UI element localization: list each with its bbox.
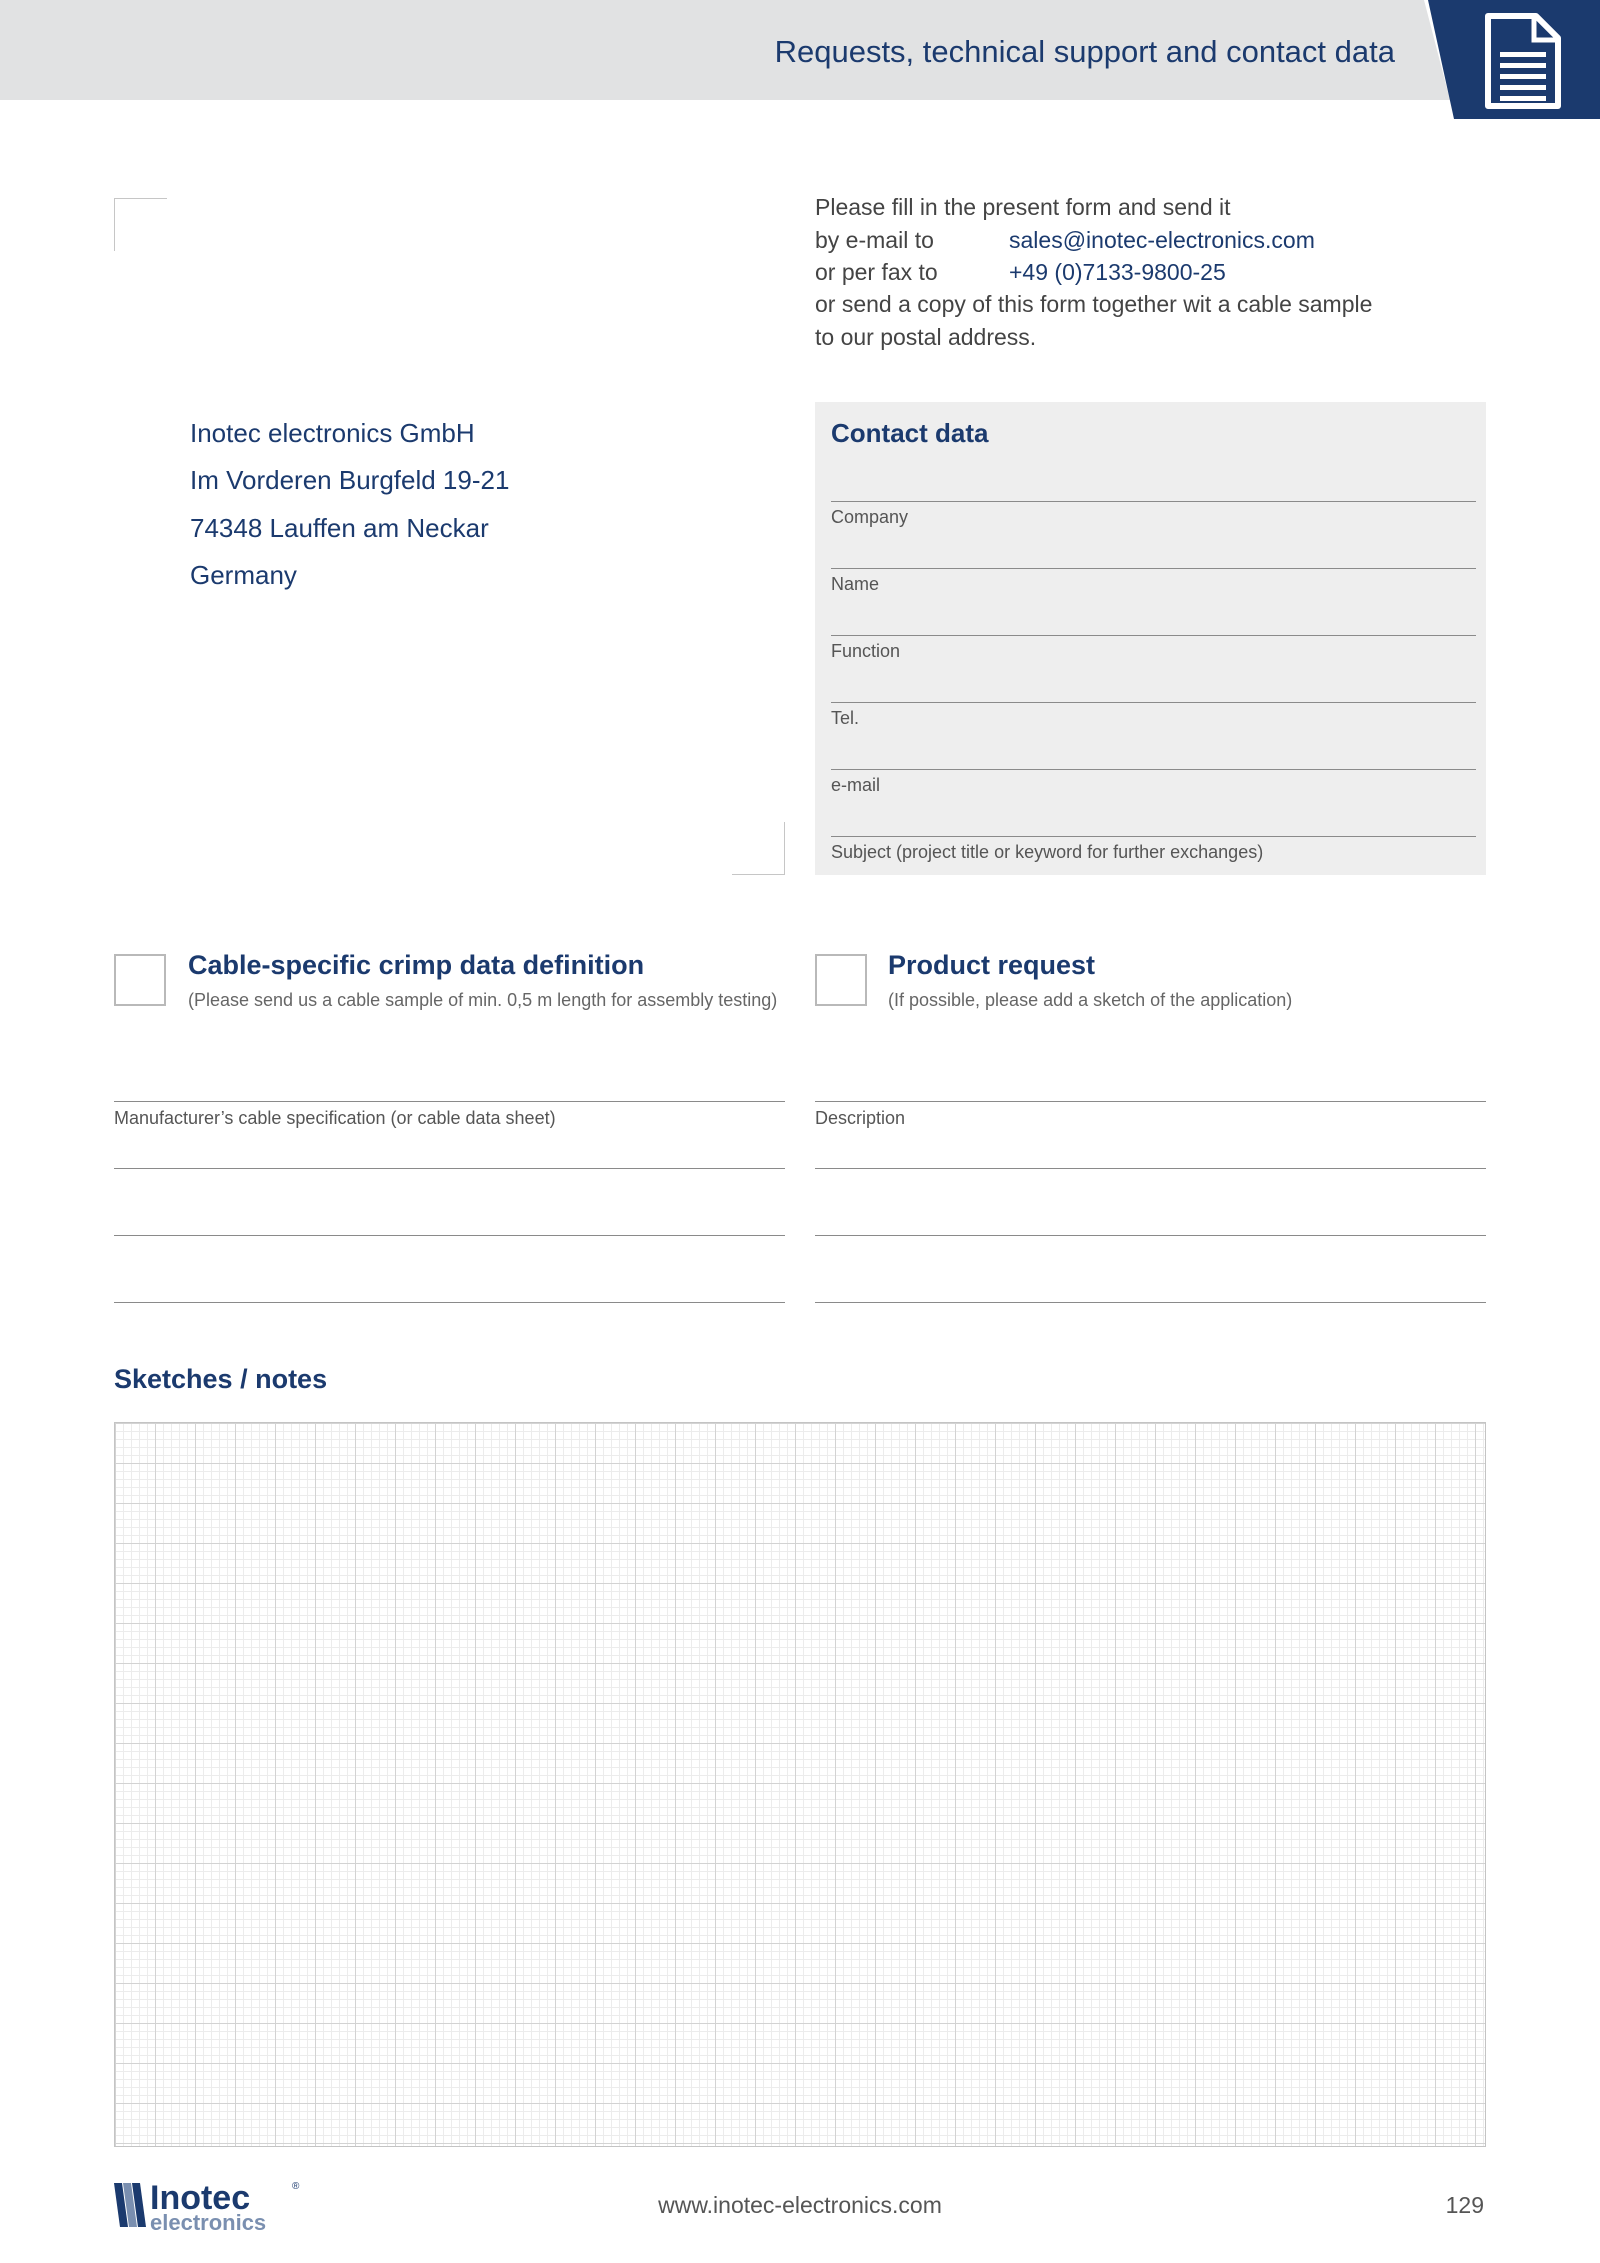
subject-field[interactable] (831, 836, 1476, 837)
address-street: Im Vorderen Burgfeld 19-21 (190, 465, 510, 495)
intro-line-4: or send a copy of this form together wit a cable sample (815, 291, 1373, 317)
fold-mark-bottom-right (732, 822, 785, 875)
description-line-4[interactable] (815, 1302, 1486, 1303)
sketch-grid[interactable] (114, 1422, 1486, 2147)
contact-panel (815, 402, 1486, 875)
description-field[interactable] (815, 1101, 1486, 1102)
footer-url[interactable]: www.inotec-electronics.com (658, 2192, 942, 2218)
tel-field[interactable] (831, 702, 1476, 703)
description-label: Description (815, 1108, 906, 1128)
page-number: 129 (1445, 2192, 1484, 2218)
sketches-title: Sketches / notes (114, 1364, 328, 1394)
contact-title: Contact data (831, 418, 989, 448)
company-label: Company (831, 507, 909, 527)
fax-number: +49 (0)7133-9800-25 (1009, 259, 1226, 285)
product-title: Product request (888, 950, 1096, 980)
document-icon (1484, 12, 1562, 110)
name-label: Name (831, 574, 880, 594)
tel-label: Tel. (831, 708, 860, 728)
cable-spec-line-3[interactable] (114, 1235, 785, 1236)
intro-line-5: to our postal address. (815, 324, 1037, 350)
function-field[interactable] (831, 635, 1476, 636)
product-note: (If possible, please add a sketch of the application) (888, 990, 1293, 1010)
product-checkbox[interactable] (815, 954, 867, 1006)
fax-prefix: or per fax to (815, 259, 938, 285)
address-company: Inotec electronics GmbH (190, 418, 475, 448)
name-field[interactable] (831, 568, 1476, 569)
email-link[interactable]: sales@inotec-electronics.com (1009, 227, 1315, 253)
cable-spec-line-2[interactable] (114, 1168, 785, 1169)
email-label: e-mail (831, 775, 881, 795)
company-field[interactable] (831, 501, 1476, 502)
intro-line-1: Please fill in the present form and send it (815, 194, 1231, 220)
fold-mark-top-left (114, 198, 167, 251)
svg-text:Inotec: Inotec (150, 2179, 251, 2217)
svg-text:electronics: electronics (150, 2210, 267, 2233)
email-prefix: by e-mail to (815, 227, 934, 253)
crimp-checkbox[interactable] (114, 954, 166, 1006)
description-line-3[interactable] (815, 1235, 1486, 1236)
cable-spec-line-4[interactable] (114, 1302, 785, 1303)
crimp-note: (Please send us a cable sample of min. 0,5 m length for assembly testing) (188, 990, 778, 1010)
page-title: Requests, technical support and contact data (774, 34, 1395, 69)
address-country: Germany (190, 560, 297, 590)
address-city: 74348 Lauffen am Neckar (190, 513, 489, 543)
crimp-title: Cable-specific crimp data definition (188, 950, 645, 980)
svg-text:®: ® (292, 2181, 300, 2192)
cable-spec-label: Manufacturer’s cable specification (or cable data sheet) (114, 1108, 556, 1128)
function-label: Function (831, 641, 901, 661)
email-field[interactable] (831, 769, 1476, 770)
cable-spec-field[interactable] (114, 1101, 785, 1102)
subject-label: Subject (project title or keyword for further exchanges) (831, 842, 1264, 862)
description-line-2[interactable] (815, 1168, 1486, 1169)
